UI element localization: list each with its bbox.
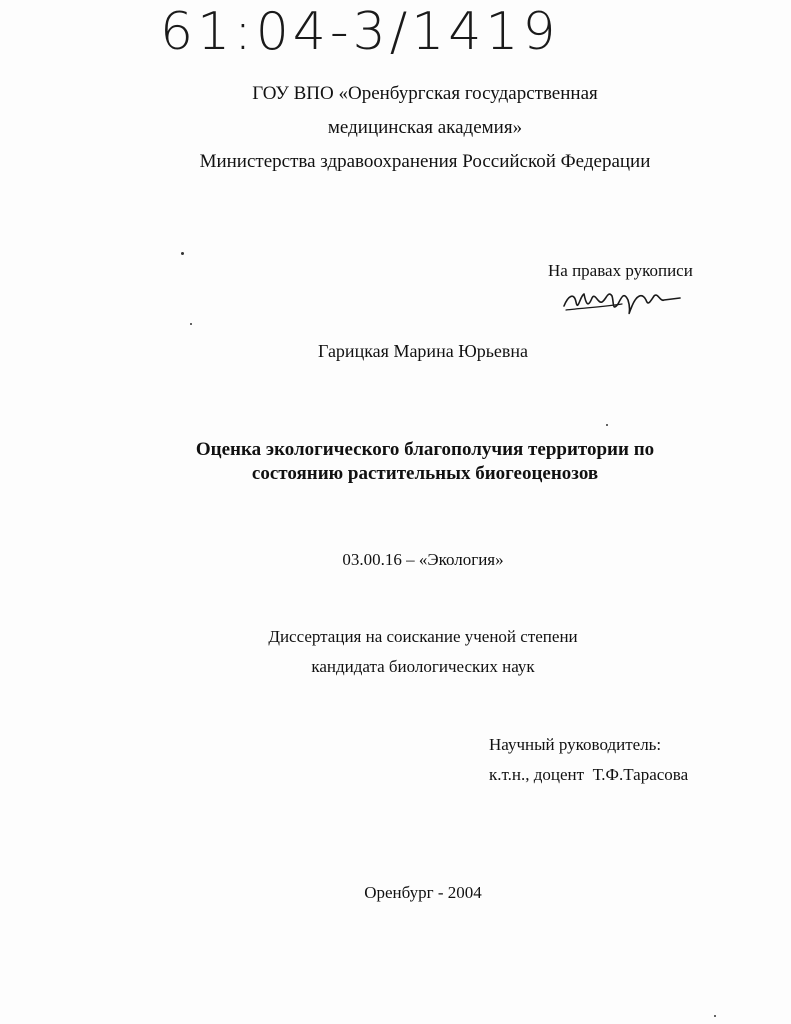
author-signature: [562, 282, 682, 322]
organization-line-1: ГОУ ВПО «Оренбургская государственная: [252, 83, 598, 104]
handwritten-archive-code: 61:04-3/1419: [160, 2, 560, 62]
degree-line-2: кандидата биологических наук: [311, 657, 535, 676]
specialty-code: 03.00.16 – «Экология»: [342, 550, 504, 569]
scan-speck: [190, 323, 192, 325]
scan-speck: [606, 424, 608, 426]
scan-speck: [714, 1015, 716, 1017]
scan-speck: [181, 252, 184, 255]
supervisor-label: Научный руководитель:: [489, 735, 662, 754]
dissertation-title-line-1: Оценка экологического благополучия территории по: [195, 439, 655, 460]
organization-line-3: Министерства здравоохранения Российской Федерации: [199, 151, 651, 172]
supervisor-name: к.т.н., доцент Т.Ф.Тарасова: [489, 765, 689, 784]
city-year: Оренбург - 2004: [364, 883, 482, 902]
dissertation-title-line-2: состоянию растительных биогеоценозов: [251, 463, 599, 484]
manuscript-rights-label: На правах рукописи: [548, 261, 693, 280]
degree-line-1: Диссертация на соискание ученой степени: [268, 627, 578, 646]
author-name: Гарицкая Марина Юрьевна: [317, 341, 529, 361]
organization-line-2: медицинская академия»: [327, 117, 523, 138]
